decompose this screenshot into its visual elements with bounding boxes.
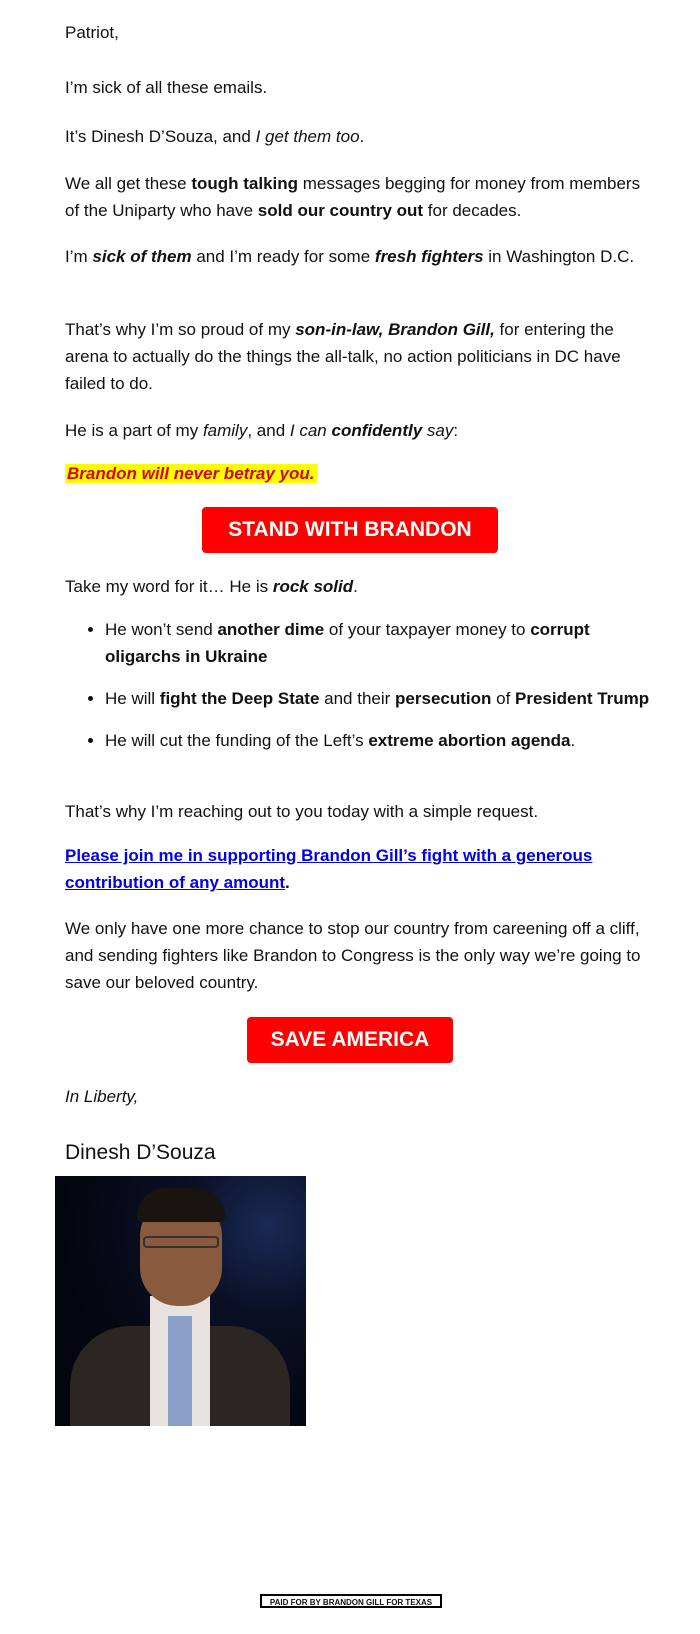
paragraph: That’s why I’m reaching out to you today with a simple request. bbox=[65, 802, 539, 821]
text: for decades. bbox=[423, 201, 522, 220]
text: We all get these bbox=[65, 174, 192, 193]
paragraph bbox=[65, 170, 645, 224]
signature: Dinesh D’Souza bbox=[65, 1141, 216, 1164]
paragraph bbox=[65, 842, 645, 896]
text: fresh fighters bbox=[374, 247, 484, 266]
highlighted-text: Brandon will never betray you. bbox=[67, 464, 315, 483]
paragraph bbox=[65, 417, 645, 444]
highlight-line bbox=[65, 460, 645, 487]
signoff: In Liberty, bbox=[65, 1087, 139, 1106]
text: say bbox=[422, 421, 454, 440]
paragraph: We only have one more chance to stop our country from careening off a cliff, and sending fighters like Brandon to Congress is the only way we’re going to save our beloved country. bbox=[65, 919, 641, 992]
list-item: • He will cut the funding of the Left’s extreme abortion agenda. bbox=[105, 727, 650, 754]
text: . bbox=[285, 873, 290, 892]
text: for entering the arena to actually do the things the all-talk, no action politicians in DC have failed to do. bbox=[65, 320, 621, 393]
text: Take my word for it… He is bbox=[65, 577, 273, 596]
text: rock solid bbox=[272, 577, 354, 596]
text: and I’m ready for some bbox=[191, 247, 375, 266]
text: I’m bbox=[65, 247, 93, 266]
text: . bbox=[353, 577, 358, 596]
stand-with-brandon-button[interactable]: STAND WITH BRANDON bbox=[202, 507, 498, 553]
paragraph bbox=[65, 243, 645, 270]
text: sick of them bbox=[92, 247, 192, 266]
list-item: • He will fight the Deep State and their persecution of President Trump bbox=[105, 685, 650, 712]
list-item: • He won’t send another dime of your taxpayer money to corrupt oligarchs in Ukraine bbox=[105, 616, 650, 670]
paragraph bbox=[65, 573, 645, 600]
paragraph bbox=[65, 316, 645, 397]
text: . bbox=[359, 127, 365, 146]
save-america-button[interactable]: SAVE AMERICA bbox=[247, 1017, 453, 1063]
donate-link[interactable]: Please join me in supporting Brandon Gill’s fight with a generous contribution of any amount bbox=[65, 846, 593, 892]
dinesh-photo bbox=[55, 1176, 306, 1426]
text: messages begging for money from members of the Uniparty who have bbox=[65, 174, 641, 220]
text: I get them too bbox=[255, 127, 360, 146]
paid-for-disclaimer: PAID FOR BY BRANDON GILL FOR TEXAS bbox=[260, 1594, 442, 1608]
text: He is a part of my bbox=[65, 421, 203, 440]
greeting: Patriot, bbox=[65, 23, 119, 42]
text: tough talking bbox=[191, 174, 299, 193]
text: in Washington D.C. bbox=[483, 247, 635, 266]
text: confidently bbox=[331, 421, 423, 440]
paragraph: I’m sick of all these emails. bbox=[65, 78, 268, 97]
text: : bbox=[453, 421, 459, 440]
text: I can bbox=[289, 421, 332, 440]
text: , and bbox=[247, 421, 290, 440]
bullet-list bbox=[65, 616, 650, 754]
text: son-in-law, Brandon Gill, bbox=[295, 320, 495, 339]
text: It’s Dinesh D’Souza, and bbox=[65, 127, 256, 146]
paragraph bbox=[65, 123, 645, 150]
text: family bbox=[202, 421, 248, 440]
text: sold our country out bbox=[257, 201, 424, 220]
text: That’s why I’m so proud of my bbox=[65, 320, 296, 339]
